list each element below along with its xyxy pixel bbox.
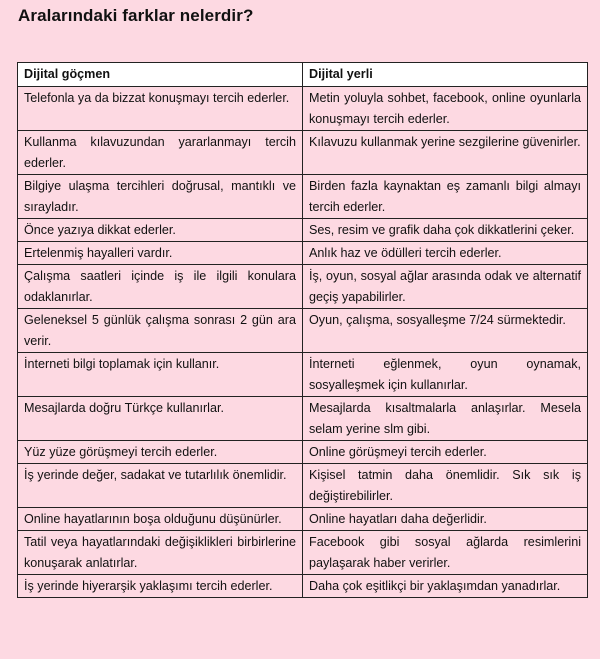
digital-immigrant-cell: Bilgiye ulaşma tercihleri doğrusal, mantıklı ve sırayladır. bbox=[18, 175, 303, 219]
table-row bbox=[18, 309, 588, 353]
digital-immigrant-cell: Yüz yüze görüşmeyi tercih ederler. bbox=[18, 441, 303, 464]
digital-native-cell: Anlık haz ve ödülleri tercih ederler. bbox=[303, 242, 588, 265]
digital-immigrant-cell: Geleneksel 5 günlük çalışma sonrası 2 gün ara verir. bbox=[18, 309, 303, 353]
digital-immigrant-cell: İnterneti bilgi toplamak için kullanır. bbox=[18, 353, 303, 397]
table-row bbox=[18, 175, 588, 219]
digital-native-cell: İş, oyun, sosyal ağlar arasında odak ve alternatif geçiş yapabilirler. bbox=[303, 265, 588, 309]
digital-native-cell: Daha çok eşitlikçi bir yaklaşımdan yanadırlar. bbox=[303, 575, 588, 598]
digital-native-cell: Kişisel tatmin daha önemlidir. Sık sık iş değiştirebilirler. bbox=[303, 464, 588, 508]
page-title: Aralarındaki farklar nelerdir? bbox=[18, 6, 254, 25]
digital-native-cell: Facebook gibi sosyal ağlarda resimlerini paylaşarak haber verirler. bbox=[303, 531, 588, 575]
digital-immigrant-cell: İş yerinde hiyerarşik yaklaşımı tercih ederler. bbox=[18, 575, 303, 598]
table-row bbox=[18, 508, 588, 531]
table-row bbox=[18, 265, 588, 309]
digital-native-cell: Birden fazla kaynaktan eş zamanlı bilgi almayı tercih ederler. bbox=[303, 175, 588, 219]
table-row bbox=[18, 575, 588, 598]
digital-native-cell: Online hayatları daha değerlidir. bbox=[303, 508, 588, 531]
table-row bbox=[18, 131, 588, 175]
digital-native-cell: Oyun, çalışma, sosyalleşme 7/24 sürmektedir. bbox=[303, 309, 588, 353]
digital-immigrant-cell: İş yerinde değer, sadakat ve tutarlılık önemlidir. bbox=[18, 464, 303, 508]
digital-immigrant-cell: Önce yazıya dikkat ederler. bbox=[18, 219, 303, 242]
digital-immigrant-cell: Mesajlarda doğru Türkçe kullanırlar. bbox=[18, 397, 303, 441]
column-header-digital-native: Dijital yerli bbox=[303, 63, 588, 87]
digital-native-cell: Kılavuzu kullanmak yerine sezgilerine güvenirler. bbox=[303, 131, 588, 175]
digital-immigrant-cell: Telefonla ya da bizzat konuşmayı tercih ederler. bbox=[18, 87, 303, 131]
digital-native-cell: Mesajlarda kısaltmalarla anlaşırlar. Mesela selam yerine slm gibi. bbox=[303, 397, 588, 441]
table-row bbox=[18, 464, 588, 508]
table-row bbox=[18, 441, 588, 464]
column-header-digital-immigrant: Dijital göçmen bbox=[18, 63, 303, 87]
digital-native-cell: Online görüşmeyi tercih ederler. bbox=[303, 441, 588, 464]
digital-immigrant-cell: Tatil veya hayatlarındaki değişiklikleri birbirlerine konuşarak anlatırlar. bbox=[18, 531, 303, 575]
table-row bbox=[18, 531, 588, 575]
table-row bbox=[18, 219, 588, 242]
digital-immigrant-cell: Çalışma saatleri içinde iş ile ilgili konulara odaklanırlar. bbox=[18, 265, 303, 309]
digital-immigrant-cell: Kullanma kılavuzundan yararlanmayı tercih ederler. bbox=[18, 131, 303, 175]
table-row bbox=[18, 242, 588, 265]
digital-native-cell: İnterneti eğlenmek, oyun oynamak, sosyalleşmek için kullanırlar. bbox=[303, 353, 588, 397]
digital-native-cell: Metin yoluyla sohbet, facebook, online oyunlarla konuşmayı tercih ederler. bbox=[303, 87, 588, 131]
table-row bbox=[18, 353, 588, 397]
digital-immigrant-cell: Ertelenmiş hayalleri vardır. bbox=[18, 242, 303, 265]
comparison-table bbox=[17, 62, 588, 598]
table-row bbox=[18, 87, 588, 131]
digital-immigrant-cell: Online hayatlarının boşa olduğunu düşünürler. bbox=[18, 508, 303, 531]
table-row bbox=[18, 397, 588, 441]
digital-native-cell: Ses, resim ve grafik daha çok dikkatlerini çeker. bbox=[303, 219, 588, 242]
table-header-row bbox=[18, 63, 588, 87]
